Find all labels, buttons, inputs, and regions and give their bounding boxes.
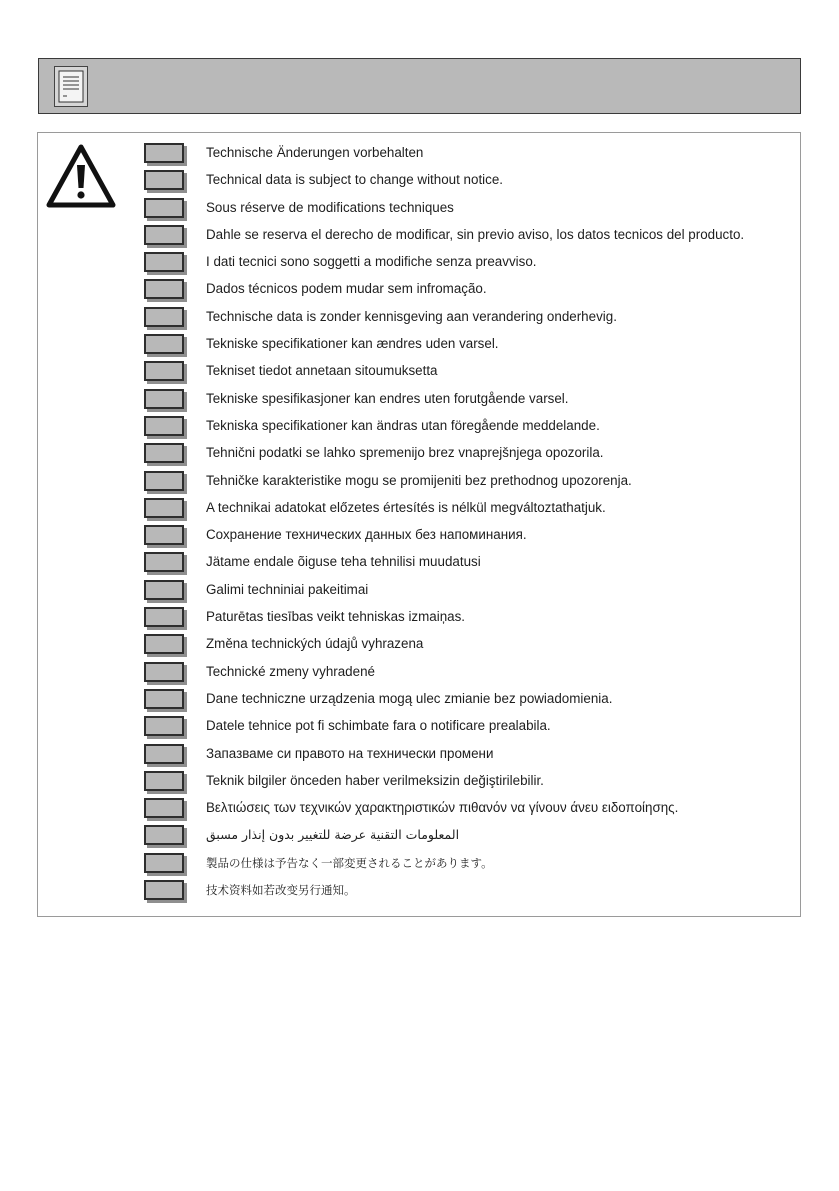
notice-text: Tekniset tiedot annetaan sitoumuksetta	[206, 363, 438, 379]
notice-text: A technikai adatokat előzetes értesítés is nélkül megváltoztathatjuk.	[206, 499, 606, 515]
notice-row	[144, 250, 794, 277]
notice-row	[144, 823, 794, 850]
notice-text: I dati tecnici sono soggetti a modifiche senza preavviso.	[206, 254, 537, 270]
flag-icon	[144, 880, 184, 900]
flag-icon	[144, 716, 184, 736]
notice-text: Technische Änderungen vorbehalten	[206, 145, 424, 160]
notice-row	[144, 277, 794, 304]
flag-icon	[144, 634, 184, 654]
flag-icon	[144, 170, 184, 190]
notice-row	[144, 851, 794, 878]
header-bar	[38, 58, 801, 114]
notice-row	[144, 605, 794, 632]
notice-text: Сохранение технических данных без напоминания.	[206, 527, 527, 543]
notice-row	[144, 168, 794, 195]
flag-icon	[144, 498, 184, 518]
flag-icon	[144, 416, 184, 436]
notice-text: Tekniske spesifikasjoner kan endres uten forutgående varsel.	[206, 390, 569, 406]
notice-text: Запазваме си правото на технически промени	[206, 745, 494, 761]
notice-text: Datele tehnice pot fi schimbate fara o notificare prealabila.	[206, 718, 551, 734]
flag-icon	[144, 389, 184, 409]
notice-text: Dados técnicos podem mudar sem infromação.	[206, 281, 487, 297]
notice-row	[144, 414, 794, 441]
notice-row	[144, 578, 794, 605]
flag-icon	[144, 607, 184, 627]
notice-text: Βελτιώσεις των τεχνικών χαρακτηριστικών πιθανόν να γίνουν άνευ ειδοποίησης.	[206, 800, 679, 816]
notice-text: Sous réserve de modifications techniques	[206, 199, 454, 215]
flag-icon	[144, 552, 184, 572]
flag-icon	[144, 662, 184, 682]
notice-row	[144, 550, 794, 577]
notice-row	[144, 359, 794, 386]
flag-icon	[144, 361, 184, 381]
notice-text: Technical data is subject to change without notice.	[206, 172, 504, 188]
notice-row	[144, 714, 794, 741]
notice-row	[144, 660, 794, 687]
flag-icon	[144, 307, 184, 327]
flag-icon	[144, 689, 184, 709]
flag-icon	[144, 443, 184, 463]
notice-text: Tekniske specifikationer kan ændres uden varsel.	[206, 336, 499, 352]
flag-icon	[144, 580, 184, 600]
notice-text: Tehničke karakteristike mogu se promijeniti bez prethodnog upozorenja.	[206, 472, 632, 488]
flag-icon	[144, 853, 184, 873]
flag-icon	[144, 744, 184, 764]
flag-icon	[144, 334, 184, 354]
flag-icon	[144, 198, 184, 218]
notice-panel	[37, 132, 801, 917]
notice-row	[144, 441, 794, 468]
notice-text: Dahle se reserva el derecho de modificar, sin previo aviso, los datos tecnicos del producto.	[206, 226, 745, 242]
warning-triangle-icon	[44, 141, 118, 216]
notice-text: 技术资料如若改变另行通知。	[206, 883, 356, 898]
notice-row	[144, 387, 794, 414]
notice-row	[144, 523, 794, 550]
notice-text: Tekniska specifikationer kan ändras utan föregående meddelande.	[206, 417, 600, 433]
notice-text: Jätame endale õiguse teha tehnilisi muudatusi	[206, 554, 481, 570]
notice-text: المعلومات التقنية عرضة للتغيير بدون إنذار مسبق	[206, 827, 460, 843]
flag-icon	[144, 225, 184, 245]
flag-icon	[144, 825, 184, 845]
notice-text: Tehnični podatki se lahko spremenijo brez vnaprejšnjega opozorila.	[206, 445, 604, 461]
notice-row	[144, 141, 794, 168]
flag-icon	[144, 252, 184, 272]
flag-icon	[144, 471, 184, 491]
notice-row	[144, 223, 794, 250]
notice-text: 製品の仕様は予告なく一部変更されることがあります。	[206, 855, 493, 870]
flag-icon	[144, 771, 184, 791]
notice-row	[144, 796, 794, 823]
notice-row	[144, 687, 794, 714]
flag-icon	[144, 143, 184, 163]
notice-text: Technische data is zonder kennisgeving aan verandering onderhevig.	[206, 308, 617, 324]
notice-row	[144, 196, 794, 223]
notice-row	[144, 769, 794, 796]
notice-text: Změna technických údajů vyhrazena	[206, 636, 424, 652]
notice-row	[144, 742, 794, 769]
notice-text: Paturētas tiesības veikt tehniskas izmaiņas.	[206, 609, 466, 625]
notice-row	[144, 878, 794, 905]
flag-icon	[144, 525, 184, 545]
notice-row	[144, 332, 794, 359]
notice-text: Dane techniczne urządzenia mogą ulec zmianie bez powiadomienia.	[206, 690, 613, 706]
notice-text: Technické zmeny vyhradené	[206, 663, 375, 679]
document-icon	[54, 66, 88, 107]
flag-icon	[144, 279, 184, 299]
notice-text: Galimi techniniai pakeitimai	[206, 581, 369, 597]
notice-list	[144, 141, 794, 905]
notice-row	[144, 632, 794, 659]
notice-row	[144, 496, 794, 523]
notice-row	[144, 305, 794, 332]
notice-row	[144, 469, 794, 496]
notice-text: Teknik bilgiler önceden haber verilmeksizin değiştirilebilir.	[206, 772, 544, 788]
flag-icon	[144, 798, 184, 818]
